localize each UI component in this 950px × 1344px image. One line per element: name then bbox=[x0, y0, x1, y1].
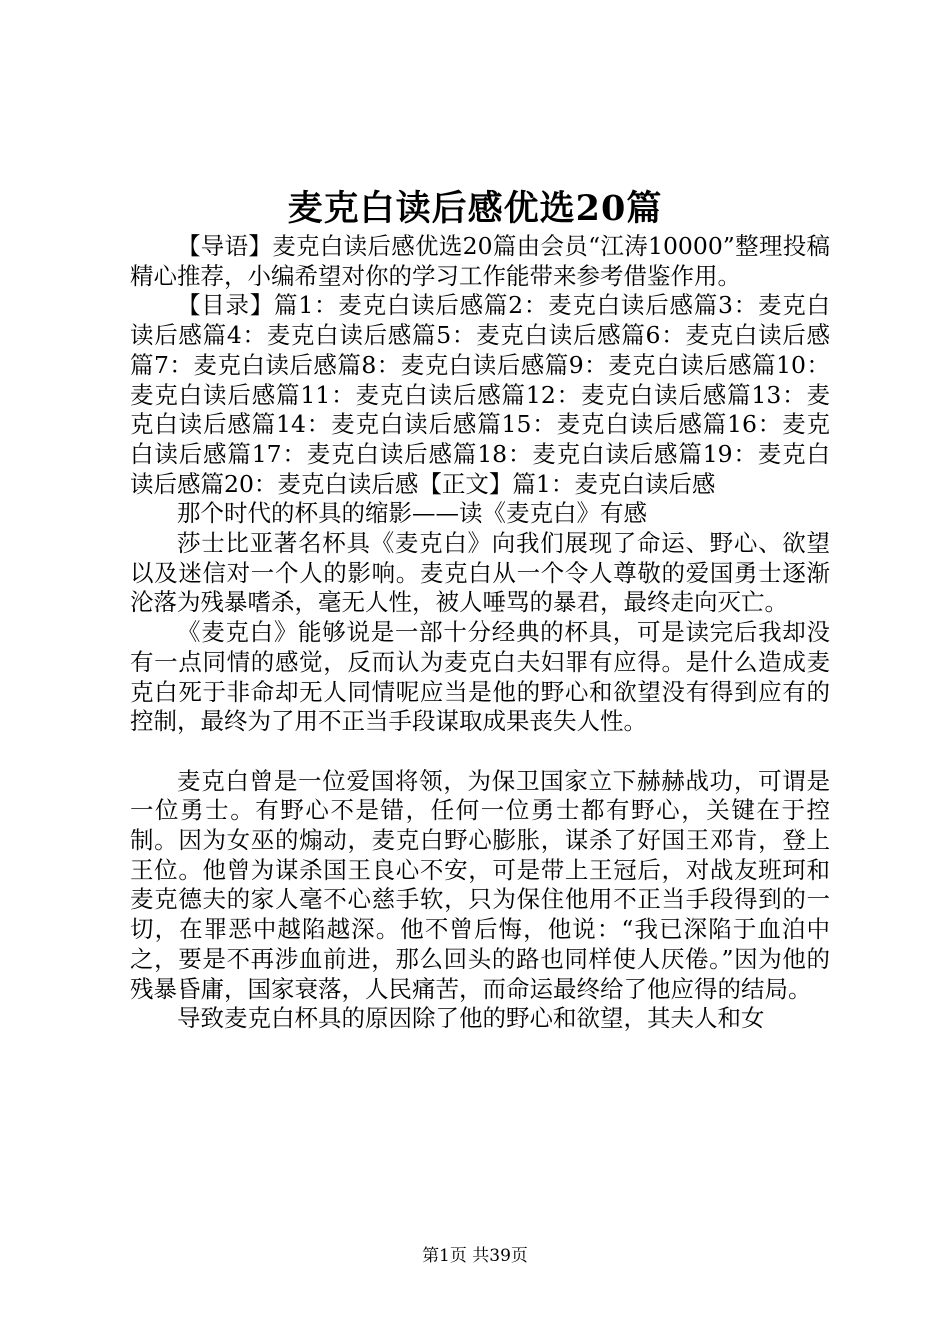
document-body bbox=[130, 232, 830, 1034]
essay-subtitle: 那个时代的杯具的缩影——读《麦克白》有感 bbox=[177, 499, 647, 528]
body-paragraph: 麦克白曾是一位爱国将领，为保卫国家立下赫赫战功，可谓是一位勇士。有野心不是错，任何一位勇士都有野心，关键在于控制。因为女巫的煽动，麦克白野心膨胀，谋杀了好国王邓肯，登上王位。他曾为谋杀国王良心不安，可是带上王冠后，对战友班珂和麦克德夫的家人毫不心慈手软，只为保住他用不正当手段得到的一切，在罪恶中越陷越深。他不曾后悔，他说：“我已深陷于血泊中之，要是不再涉血前进，那么回头的路也同样使人厌倦。”因为他的残暴昏庸，国家衰落，人民痛苦，而命运最终给了他应得的结局。 bbox=[130, 766, 830, 1003]
body-paragraph: 莎士比亚著名杯具《麦克白》向我们展现了命运、野心、欲望以及迷信对一个人的影响。麦克白从一个令人尊敬的爱国勇士逐渐沦落为残暴嗜杀，毫无人性，被人唾骂的暴君，最终走向灭亡。 bbox=[130, 529, 830, 617]
body-paragraph: 《麦克白》能够说是一部十分经典的杯具，可是读完后我却没有一点同情的感觉，反而认为麦克白夫妇罪有应得。是什么造成麦克白死于非命却无人同情呢应当是他的野心和欲望没有得到应有的控制，最终为了用不正当手段谋取成果丧失人性。 bbox=[130, 618, 830, 736]
table-of-contents-paragraph: 【目录】篇1：麦克白读后感篇2：麦克白读后感篇3：麦克白读后感篇4：麦克白读后感篇5：麦克白读后感篇6：麦克白读后感篇7：麦克白读后感篇8：麦克白读后感篇9：麦克白读后感篇10：麦克白读后感篇11：麦克白读后感篇12：麦克白读后感篇13：麦克白读后感篇14：麦克白读后感篇15：麦克白读后感篇16：麦克白读后感篇17：麦克白读后感篇18：麦克白读后感篇19：麦克白读后感篇20：麦克白读后感【正文】篇1：麦克白读后感 bbox=[130, 291, 830, 498]
paragraph-spacer bbox=[130, 737, 830, 767]
document-title: 麦克白读后感优选20篇 bbox=[287, 188, 663, 229]
intro-paragraph: 【导语】麦克白读后感优选20篇由会员“江涛10000”整理投稿精心推荐，小编希望对你的学习工作能带来参考借鉴作用。 bbox=[130, 232, 830, 290]
page-number-footer: 第1页 共39页 bbox=[422, 1246, 528, 1266]
body-paragraph: 导致麦克白杯具的原因除了他的野心和欲望，其夫人和女 bbox=[177, 1004, 765, 1033]
